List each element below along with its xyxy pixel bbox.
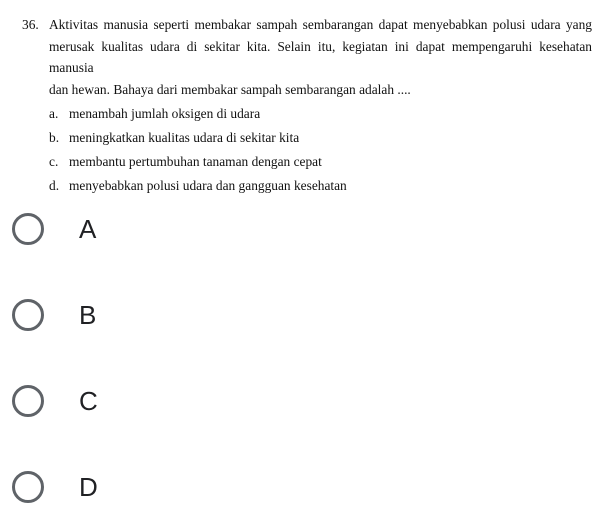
question-line: dan hewan. Bahaya dari membakar sampah sembarangan adalah ....: [49, 81, 411, 97]
answer-choice-a[interactable]: [12, 213, 96, 245]
option-text: meningkatkan kualitas udara di sekitar kita: [69, 130, 300, 145]
option-letter: d.: [49, 178, 60, 193]
answer-label-d[interactable]: D: [79, 471, 98, 502]
question-line: merusak kualitas udara di sekitar kita. Selain itu, kegiatan ini dapat mempengaruhi kesehatan manusia: [49, 38, 592, 75]
option-text: menyebabkan polusi udara dan gangguan kesehatan: [69, 178, 347, 193]
option-b: [49, 126, 592, 150]
answer-choice-c[interactable]: [12, 385, 98, 417]
option-letter: c.: [49, 154, 59, 169]
option-list: [22, 102, 592, 198]
answer-label-c[interactable]: C: [79, 385, 98, 416]
option-c: [49, 150, 592, 174]
answer-label-a[interactable]: A: [79, 213, 97, 244]
answer-choice-d[interactable]: [12, 471, 98, 503]
question-line: Aktivitas manusia seperti membakar sampah sembarangan dapat menyebabkan polusi udara yang: [49, 17, 592, 32]
option-text: membantu pertumbuhan tanaman dengan cepat: [69, 154, 322, 169]
option-letter: b.: [49, 130, 60, 145]
radio-button-c[interactable]: [12, 385, 44, 417]
question-number: 36.: [22, 17, 39, 32]
answer-label-b[interactable]: B: [79, 299, 97, 330]
option-a: [49, 102, 592, 126]
answer-choice-b[interactable]: [12, 299, 96, 331]
radio-button-b[interactable]: [12, 299, 44, 331]
option-d: [49, 174, 592, 198]
radio-button-a[interactable]: [12, 213, 44, 245]
option-text: menambah jumlah oksigen di udara: [69, 106, 261, 121]
option-letter: a.: [49, 106, 59, 121]
question-block: [22, 14, 592, 198]
question-text: [49, 14, 592, 100]
radio-button-d[interactable]: [12, 471, 44, 503]
